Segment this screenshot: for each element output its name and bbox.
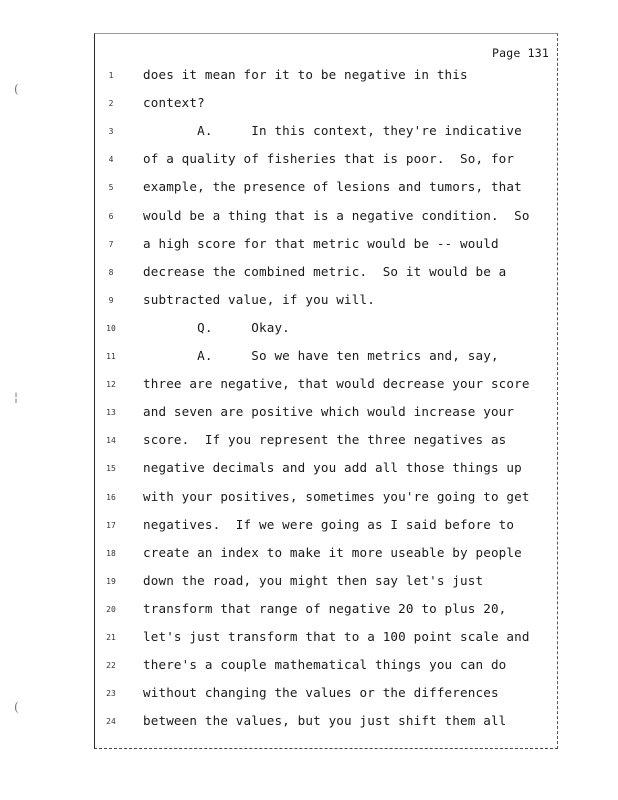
- line-text: Q. Okay.: [143, 319, 290, 335]
- line-text: A. In this context, they're indicative: [143, 123, 522, 139]
- line-text: example, the presence of lesions and tumors, that: [143, 179, 522, 195]
- line-text: negatives. If we were going as I said before to: [143, 516, 515, 532]
- line-text: would be a thing that is a negative condition. So: [143, 207, 530, 223]
- line-number: 5: [108, 183, 114, 193]
- transcript-line: [95, 236, 557, 256]
- transcript-line: [95, 685, 557, 705]
- line-text: score. If you represent the three negatives as: [143, 432, 507, 448]
- transcript-line: [95, 545, 557, 565]
- transcript-line: [95, 489, 557, 509]
- transcript-line: [95, 123, 557, 143]
- transcript-line: [95, 404, 557, 424]
- line-number: 7: [108, 239, 114, 249]
- transcript-line: [95, 208, 557, 228]
- line-text: negative decimals and you add all those things up: [143, 460, 522, 476]
- line-number: 9: [108, 295, 114, 305]
- margin-scan-mark: (: [14, 700, 19, 714]
- line-text: of a quality of fisheries that is poor. So, for: [143, 151, 515, 167]
- line-number: 14: [106, 436, 116, 446]
- line-number: 18: [106, 548, 116, 558]
- line-number: 1: [108, 71, 114, 80]
- line-number: 24: [106, 717, 116, 727]
- transcript-line: [95, 657, 557, 677]
- line-number: 15: [106, 464, 116, 474]
- line-number: 3: [108, 127, 114, 137]
- transcript-line: [95, 376, 557, 396]
- transcript-line: [95, 432, 557, 452]
- line-text: transform that range of negative 20 to plus 20,: [143, 600, 507, 616]
- transcript-line: [95, 629, 557, 649]
- line-text: create an index to make it more useable by people: [143, 544, 522, 560]
- transcript-line: [95, 517, 557, 537]
- line-text: there's a couple mathematical things you can do: [143, 657, 507, 673]
- line-number: 22: [106, 661, 116, 671]
- transcript-line: [95, 95, 557, 115]
- line-number: 23: [106, 689, 116, 699]
- line-text: and seven are positive which would increase your: [143, 404, 515, 420]
- line-number: 21: [106, 633, 116, 642]
- transcript-line: [95, 292, 557, 312]
- line-text: between the values, but you just shift them all: [143, 713, 507, 729]
- line-text: subtracted value, if you will.: [143, 291, 375, 307]
- page-number: Page 131: [492, 46, 549, 60]
- line-text: context?: [143, 95, 205, 111]
- transcript-page: [94, 33, 558, 749]
- line-text: down the road, you might then say let's just: [143, 572, 484, 588]
- line-number: 4: [108, 155, 114, 165]
- line-number: 16: [106, 492, 116, 502]
- transcript-line: [95, 348, 557, 368]
- line-number: 12: [106, 380, 116, 390]
- line-text: A. So we have ten metrics and, say,: [143, 348, 499, 363]
- line-number: 11: [106, 352, 116, 361]
- line-number: 17: [106, 520, 116, 530]
- line-text: with your positives, sometimes you're going to get: [143, 488, 530, 504]
- transcript-line: [95, 573, 557, 593]
- transcript-line: [95, 151, 557, 171]
- transcript-line: [95, 460, 557, 480]
- line-number: 13: [106, 408, 116, 418]
- transcript-line: [95, 264, 557, 284]
- margin-scan-mark: (: [14, 82, 19, 96]
- line-number: 20: [106, 604, 116, 614]
- line-text: decrease the combined metric. So it would be a: [143, 263, 507, 279]
- line-text: a high score for that metric would be -- would: [143, 235, 499, 251]
- transcript-line: [95, 320, 557, 340]
- line-number: 10: [106, 323, 116, 333]
- transcript-line: [95, 601, 557, 621]
- line-number: 2: [108, 99, 114, 109]
- line-text: does it mean for it to be negative in this: [143, 67, 468, 82]
- margin-scan-mark: ¦: [14, 390, 19, 404]
- line-text: three are negative, that would decrease your score: [143, 376, 530, 392]
- transcript-line: [95, 67, 557, 87]
- line-number: 8: [108, 267, 114, 277]
- transcript-line: [95, 713, 557, 733]
- transcript-line: [95, 179, 557, 199]
- line-text: without changing the values or the differences: [143, 685, 499, 701]
- line-text: let's just transform that to a 100 point scale and: [143, 629, 530, 644]
- line-number: 6: [108, 211, 114, 221]
- line-number: 19: [106, 576, 116, 586]
